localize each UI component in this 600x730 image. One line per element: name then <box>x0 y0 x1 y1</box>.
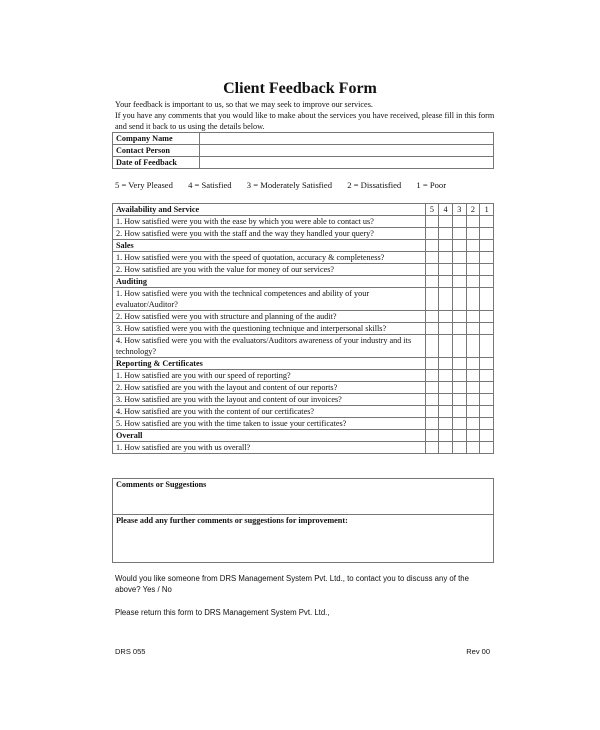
question-text: 2. How satisfied are you with the value for money of our services? <box>113 264 426 276</box>
rating-cell[interactable] <box>480 323 494 335</box>
section-header-cell <box>425 358 439 370</box>
section-header-row <box>113 430 494 442</box>
rating-cell[interactable] <box>425 335 439 358</box>
rating-cell[interactable] <box>439 228 453 240</box>
section-header-cell <box>466 240 480 252</box>
rating-cell[interactable] <box>466 418 480 430</box>
rating-cell[interactable] <box>466 406 480 418</box>
section-header-cell <box>466 358 480 370</box>
scale-4: 4 = Satisfied <box>188 180 232 190</box>
rating-cell[interactable] <box>452 228 466 240</box>
section-header-cell <box>466 430 480 442</box>
section-header-cell <box>452 276 466 288</box>
section-header-cell <box>480 358 494 370</box>
rating-cell[interactable] <box>425 406 439 418</box>
further-comments-box[interactable] <box>113 515 494 563</box>
footer-revision: Rev 00 <box>466 647 490 656</box>
contact-question: Would you like someone from DRS Management System Pvt. Ltd., to contact you to discuss any of the above? Yes / No <box>115 574 469 594</box>
rating-column-header: 1 <box>480 204 494 216</box>
rating-cell[interactable] <box>452 264 466 276</box>
rating-cell[interactable] <box>466 264 480 276</box>
scale-2: 2 = Dissatisfied <box>347 180 402 190</box>
rating-cell[interactable] <box>480 335 494 358</box>
rating-cell[interactable] <box>452 406 466 418</box>
question-row <box>113 288 494 311</box>
section-title: Sales <box>113 240 426 252</box>
rating-cell[interactable] <box>480 264 494 276</box>
rating-cell[interactable] <box>425 311 439 323</box>
section-header-cell <box>439 430 453 442</box>
rating-cell[interactable] <box>466 252 480 264</box>
rating-cell[interactable] <box>452 418 466 430</box>
rating-cell[interactable] <box>425 264 439 276</box>
rating-cell[interactable] <box>425 216 439 228</box>
rating-cell[interactable] <box>439 418 453 430</box>
question-text: 4. How satisfied are you with the content of our certificates? <box>113 406 426 418</box>
section-header-row <box>113 276 494 288</box>
section-header-cell <box>480 430 494 442</box>
rating-cell[interactable] <box>480 382 494 394</box>
rating-cell[interactable] <box>466 311 480 323</box>
section-title: Overall <box>113 430 426 442</box>
rating-cell[interactable] <box>466 370 480 382</box>
rating-cell[interactable] <box>439 264 453 276</box>
question-row <box>113 323 494 335</box>
section-header-cell <box>439 276 453 288</box>
date-of-feedback-field[interactable] <box>200 157 494 169</box>
section-header-cell <box>452 358 466 370</box>
intro-line-1: Your feedback is important to us, so that we may seek to improve our services. <box>115 100 373 109</box>
scale-1: 1 = Poor <box>416 180 447 190</box>
rating-cell[interactable] <box>452 216 466 228</box>
rating-column-header: 2 <box>466 204 480 216</box>
rating-cell[interactable] <box>439 370 453 382</box>
rating-cell[interactable] <box>439 406 453 418</box>
rating-column-header: 4 <box>439 204 453 216</box>
section-title: Availability and Service <box>113 204 426 216</box>
question-row <box>113 264 494 276</box>
rating-cell[interactable] <box>452 311 466 323</box>
question-text: 4. How satisfied were you with the evaluators/Auditors awareness of your industry and its technology? <box>113 335 426 358</box>
rating-cell[interactable] <box>425 323 439 335</box>
section-header-cell <box>466 276 480 288</box>
rating-cell[interactable] <box>466 228 480 240</box>
rating-cell[interactable] <box>425 288 439 311</box>
rating-cell[interactable] <box>480 406 494 418</box>
rating-cell[interactable] <box>439 394 453 406</box>
rating-cell[interactable] <box>452 323 466 335</box>
rating-cell[interactable] <box>480 288 494 311</box>
rating-cell[interactable] <box>480 394 494 406</box>
rating-cell[interactable] <box>466 382 480 394</box>
company-name-label: Company Name <box>113 133 200 145</box>
rating-cell[interactable] <box>425 394 439 406</box>
section-header-cell <box>452 240 466 252</box>
section-header-row <box>113 240 494 252</box>
company-name-field[interactable] <box>200 133 494 145</box>
rating-cell[interactable] <box>452 442 466 454</box>
section-header-cell <box>425 240 439 252</box>
question-text: 3. How satisfied were you with the questioning technique and interpersonal skills? <box>113 323 426 335</box>
rating-cell[interactable] <box>439 216 453 228</box>
rating-cell[interactable] <box>480 418 494 430</box>
rating-cell[interactable] <box>439 252 453 264</box>
rating-cell[interactable] <box>425 370 439 382</box>
comments-table <box>112 478 494 563</box>
question-row <box>113 394 494 406</box>
comments-label: Comments or Suggestions <box>116 480 207 489</box>
rating-cell[interactable] <box>480 370 494 382</box>
rating-cell[interactable] <box>425 252 439 264</box>
question-text: 5. How satisfied are you with the time taken to issue your certificates? <box>113 418 426 430</box>
rating-cell[interactable] <box>466 442 480 454</box>
rating-column-header: 3 <box>452 204 466 216</box>
section-header-cell <box>439 240 453 252</box>
section-header-cell <box>480 276 494 288</box>
question-row <box>113 442 494 454</box>
client-info-table <box>112 132 494 169</box>
question-row <box>113 418 494 430</box>
question-text: 1. How satisfied were you with the ease by which you were able to contact us? <box>113 216 426 228</box>
section-header-cell <box>439 358 453 370</box>
rating-cell[interactable] <box>452 288 466 311</box>
question-row <box>113 382 494 394</box>
rating-scale-legend <box>115 180 495 190</box>
question-text: 1. How satisfied are you with our speed of reporting? <box>113 370 426 382</box>
questions-table <box>112 203 494 454</box>
rating-cell[interactable] <box>452 394 466 406</box>
rating-cell[interactable] <box>452 252 466 264</box>
rating-cell[interactable] <box>466 323 480 335</box>
question-row <box>113 252 494 264</box>
intro-line-2: If you have any comments that you would like to make about the services you have received, please fill in this form and send it back to us using the details below. <box>115 111 495 131</box>
rating-cell[interactable] <box>466 216 480 228</box>
section-header-cell <box>425 430 439 442</box>
rating-cell[interactable] <box>439 311 453 323</box>
rating-cell[interactable] <box>466 288 480 311</box>
section-header-cell <box>452 430 466 442</box>
rating-cell[interactable] <box>439 382 453 394</box>
question-row <box>113 228 494 240</box>
rating-cell[interactable] <box>439 288 453 311</box>
rating-cell[interactable] <box>480 216 494 228</box>
question-row <box>113 311 494 323</box>
question-text: 3. How satisfied are you with the layout and content of our invoices? <box>113 394 426 406</box>
question-text: 2. How satisfied were you with the staff and the way they handled your query? <box>113 228 426 240</box>
section-header-cell <box>480 240 494 252</box>
comments-box[interactable] <box>113 479 494 515</box>
rating-cell[interactable] <box>480 228 494 240</box>
question-row <box>113 335 494 358</box>
scale-3: 3 = Moderately Satisfied <box>246 180 333 190</box>
rating-cell[interactable] <box>466 394 480 406</box>
rating-cell[interactable] <box>452 370 466 382</box>
rating-cell[interactable] <box>480 442 494 454</box>
rating-cell[interactable] <box>439 335 453 358</box>
question-row <box>113 216 494 228</box>
question-text: 1. How satisfied are you with us overall? <box>113 442 426 454</box>
rating-cell[interactable] <box>425 228 439 240</box>
rating-cell[interactable] <box>480 311 494 323</box>
further-comments-label: Please add any further comments or suggestions for improvement: <box>116 516 348 525</box>
rating-cell[interactable] <box>466 335 480 358</box>
form-title: Client Feedback Form <box>223 80 377 97</box>
rating-cell[interactable] <box>480 252 494 264</box>
contact-person-label: Contact Person <box>113 145 200 157</box>
section-header-row <box>113 358 494 370</box>
rating-cell[interactable] <box>425 382 439 394</box>
date-of-feedback-label: Date of Feedback <box>113 157 200 169</box>
rating-cell[interactable] <box>439 323 453 335</box>
section-title: Auditing <box>113 276 426 288</box>
question-text: 2. How satisfied were you with structure and planning of the audit? <box>113 311 426 323</box>
rating-cell[interactable] <box>425 442 439 454</box>
footer-doc-code: DRS 055 <box>115 647 146 656</box>
rating-cell[interactable] <box>452 382 466 394</box>
question-text: 1. How satisfied were you with the technical competences and ability of your evaluator/Auditor? <box>113 288 426 311</box>
scale-5: 5 = Very Pleased <box>115 180 173 190</box>
rating-cell[interactable] <box>439 442 453 454</box>
rating-cell[interactable] <box>452 335 466 358</box>
section-header-row <box>113 204 494 216</box>
question-text: 1. How satisfied were you with the speed of quotation, accuracy & completeness? <box>113 252 426 264</box>
contact-person-field[interactable] <box>200 145 494 157</box>
rating-column-header: 5 <box>425 204 439 216</box>
question-row <box>113 370 494 382</box>
return-instructions: Please return this form to DRS Management System Pvt. Ltd., <box>115 608 330 617</box>
question-row <box>113 406 494 418</box>
section-title: Reporting & Certificates <box>113 358 426 370</box>
rating-cell[interactable] <box>425 418 439 430</box>
question-text: 2. How satisfied are you with the layout and content of our reports? <box>113 382 426 394</box>
intro-text <box>115 99 495 132</box>
section-header-cell <box>425 276 439 288</box>
